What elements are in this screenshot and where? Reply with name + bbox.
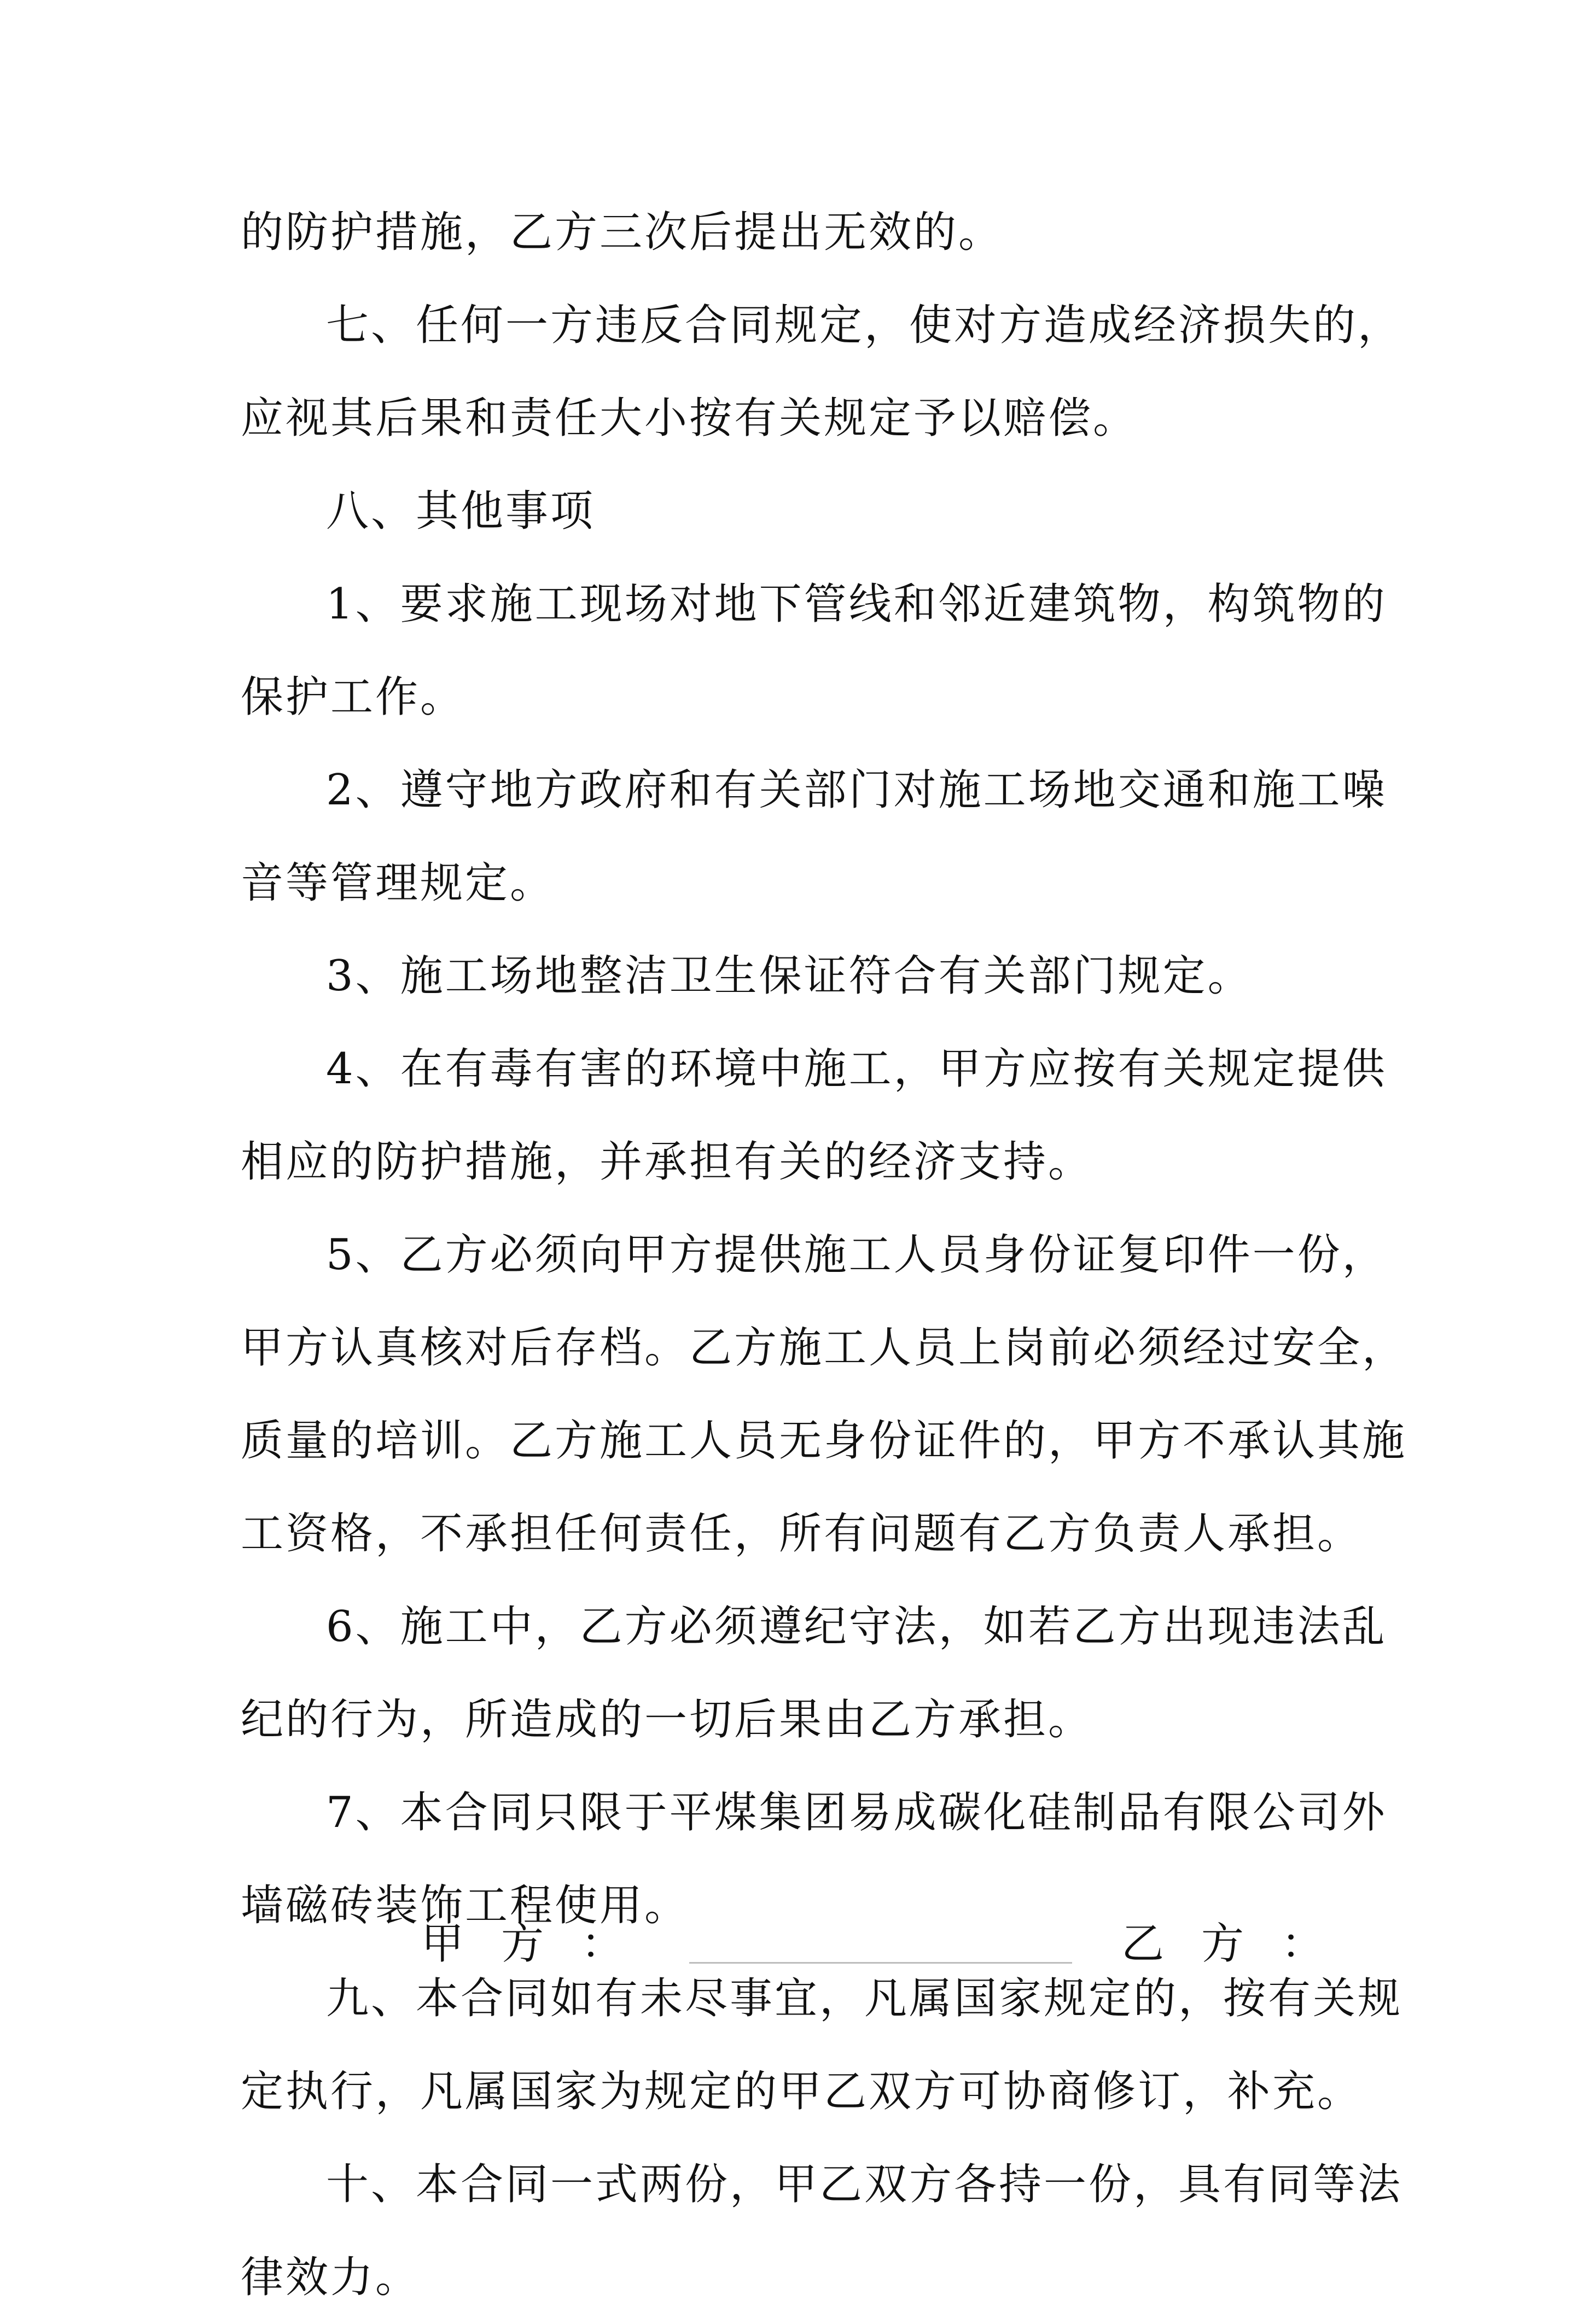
paragraph-line: 3、施工场地整洁卫生保证符合有关部门规定。 bbox=[326, 951, 1253, 1001]
party-a-label: 甲方： bbox=[421, 1919, 661, 1969]
paragraph-line: 6、施工中，乙方必须遵纪守法，如若乙方出现违法乱 bbox=[326, 1602, 1387, 1651]
party-a-signature-line bbox=[689, 1962, 1072, 1964]
paragraph-line: 的防护措施，乙方三次后提出无效的。 bbox=[241, 208, 1004, 257]
paragraph-line: 音等管理规定。 bbox=[241, 859, 555, 908]
paragraph-line: 5、乙方必须向甲方提供施工人员身份证复印件一份， bbox=[326, 1230, 1387, 1280]
paragraph-line: 7、本合同只限于平煤集团易成碳化硅制品有限公司外 bbox=[326, 1788, 1387, 1837]
paragraph-line: 2、遵守地方政府和有关部门对施工场地交通和施工噪 bbox=[326, 766, 1387, 815]
paragraph-line: 墙磁砖装饰工程使用。 bbox=[241, 1881, 690, 1930]
paragraph-line: 甲方认真核对后存档。乙方施工人员上岗前必须经过安全， bbox=[241, 1323, 1407, 1373]
paragraph-line: 1、要求施工现场对地下管线和邻近建筑物，构筑物的 bbox=[326, 580, 1387, 629]
signature-row bbox=[0, 1897, 1583, 1990]
section-heading: 八、其他事项 bbox=[326, 487, 596, 536]
paragraph-line: 应视其后果和责任大小按有关规定予以赔偿。 bbox=[241, 394, 1138, 443]
paragraph-line: 质量的培训。乙方施工人员无身份证件的，甲方不承认其施 bbox=[241, 1416, 1407, 1465]
paragraph-line: 工资格，不承担任何责任，所有问题有乙方负责人承担。 bbox=[241, 1509, 1363, 1558]
document-body bbox=[241, 186, 1407, 2324]
paragraph-line: 七、任何一方违反合同规定，使对方造成经济损失的， bbox=[326, 301, 1403, 350]
paragraph-line: 4、在有毒有害的环境中施工，甲方应按有关规定提供 bbox=[326, 1044, 1387, 1094]
paragraph-line: 纪的行为，所造成的一切后果由乙方承担。 bbox=[241, 1695, 1093, 1744]
paragraph-line: 十、本合同一式两份，甲乙双方各持一份，具有同等法 bbox=[326, 2160, 1403, 2209]
paragraph-line: 保护工作。 bbox=[241, 673, 465, 722]
party-b-label: 乙方： bbox=[1121, 1919, 1361, 1969]
paragraph-line: 律效力。 bbox=[241, 2253, 421, 2302]
paragraph-line: 相应的防护措施，并承担有关的经济支持。 bbox=[241, 1137, 1093, 1187]
paragraph-line: 定执行，凡属国家为规定的甲乙双方可协商修订，补充。 bbox=[241, 2067, 1363, 2116]
paragraph-line: 九、本合同如有未尽事宜，凡属国家规定的，按有关规 bbox=[326, 1974, 1403, 2023]
